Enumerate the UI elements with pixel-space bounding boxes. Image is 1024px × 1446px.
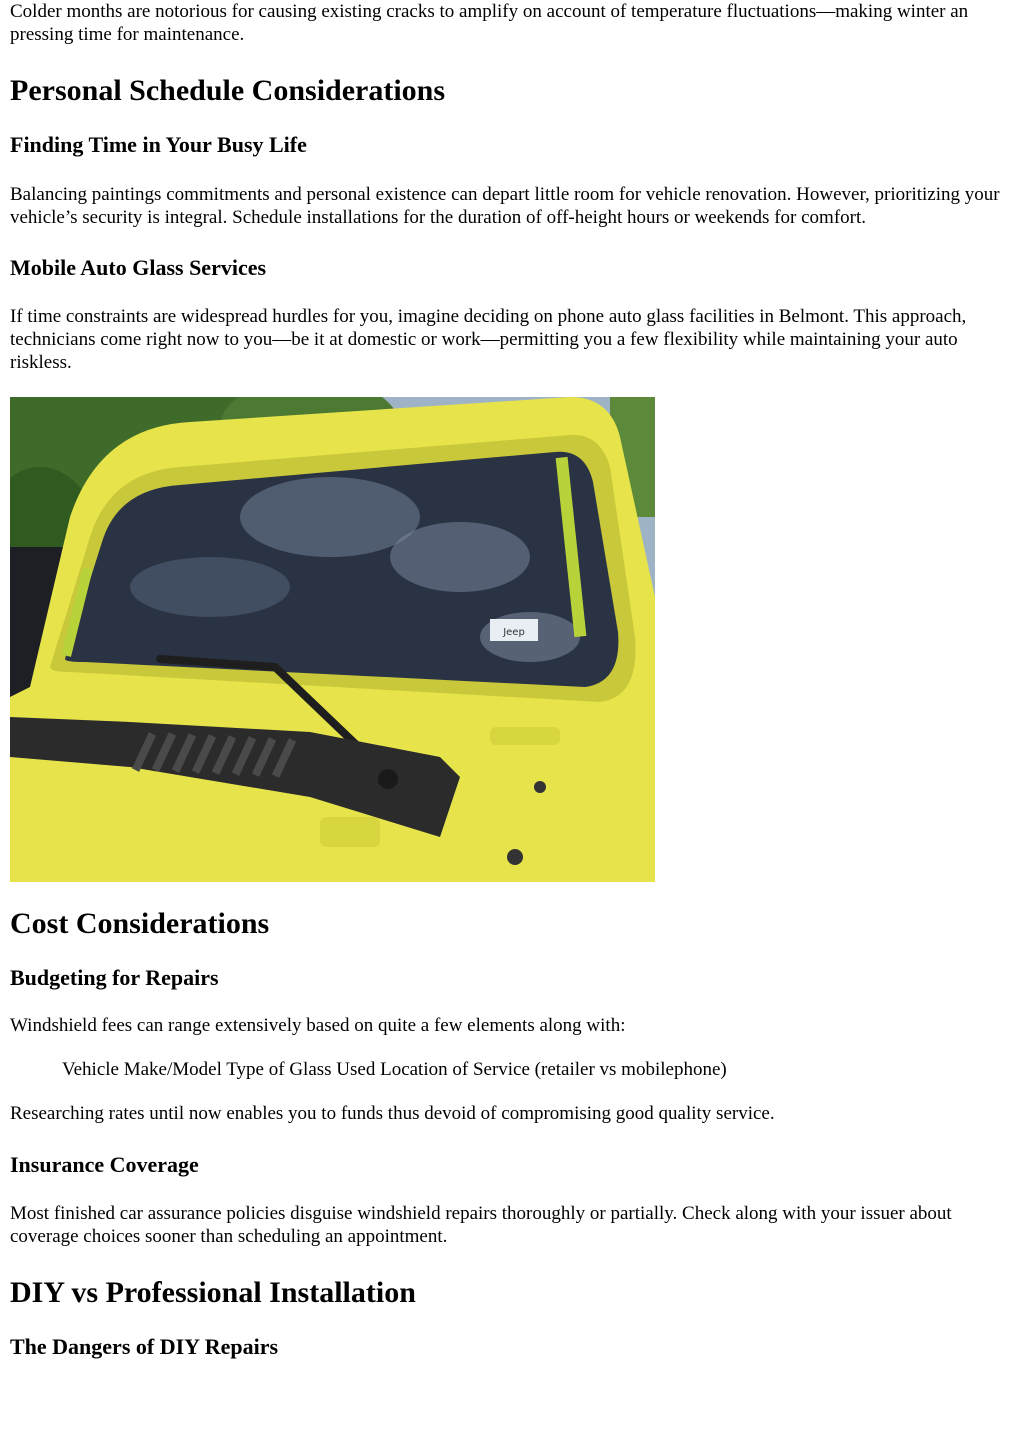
subheading-budgeting: Budgeting for Repairs: [10, 965, 219, 990]
intro-paragraph: Colder months are notorious for causing existing cracks to amplify on account of temperature fluctuations—making winter an pressing time for maintenance.: [10, 1, 969, 45]
subheading-mobile-services: Mobile Auto Glass Services: [10, 255, 267, 280]
badge-text: Jeep: [503, 627, 525, 638]
section-heading-personal: Personal Schedule Considerations: [10, 74, 446, 107]
subheading-dangers: The Dangers of DIY Repairs: [10, 1334, 279, 1359]
section-heading-cost: Cost Considerations: [10, 907, 270, 940]
subheading-insurance: Insurance Coverage: [10, 1152, 199, 1177]
paragraph-insurance: Most finished car assurance policies disguise windshield repairs thoroughly or partially. Check along with your issuer about coverage choices sooner than scheduling an appointment.: [10, 1203, 952, 1247]
windshield-photo: [10, 397, 1014, 882]
paragraph-budgeting-after: Researching rates until now enables you to funds thus devoid of compromising good quality service.: [10, 1103, 775, 1124]
subheading-finding-time: Finding Time in Your Busy Life: [10, 132, 307, 157]
paragraph-mobile-services: If time constraints are widespread hurdles for you, imagine deciding on phone auto glass facilities in Belmont. This approach, technicians come right now to you—be it at domestic or work—permitting you a few flexibility while maintaining your auto riskless.: [10, 306, 967, 373]
budgeting-factors-list: [10, 1058, 1014, 1081]
section-heading-diy: DIY vs Professional Installation: [10, 1276, 416, 1309]
paragraph-budgeting: Windshield fees can range extensively based on quite a few elements along with:: [10, 1015, 626, 1036]
paragraph-finding-time: Balancing paintings commitments and personal existence can depart little room for vehicle renovation. However, prioritizing your vehicle’s security is integral. Schedule installations for the duration of off-height hours or weekends for comfort.: [10, 184, 1000, 228]
list-item: Vehicle Make/Model Type of Glass Used Location of Service (retailer vs mobilephone): [62, 1059, 727, 1080]
